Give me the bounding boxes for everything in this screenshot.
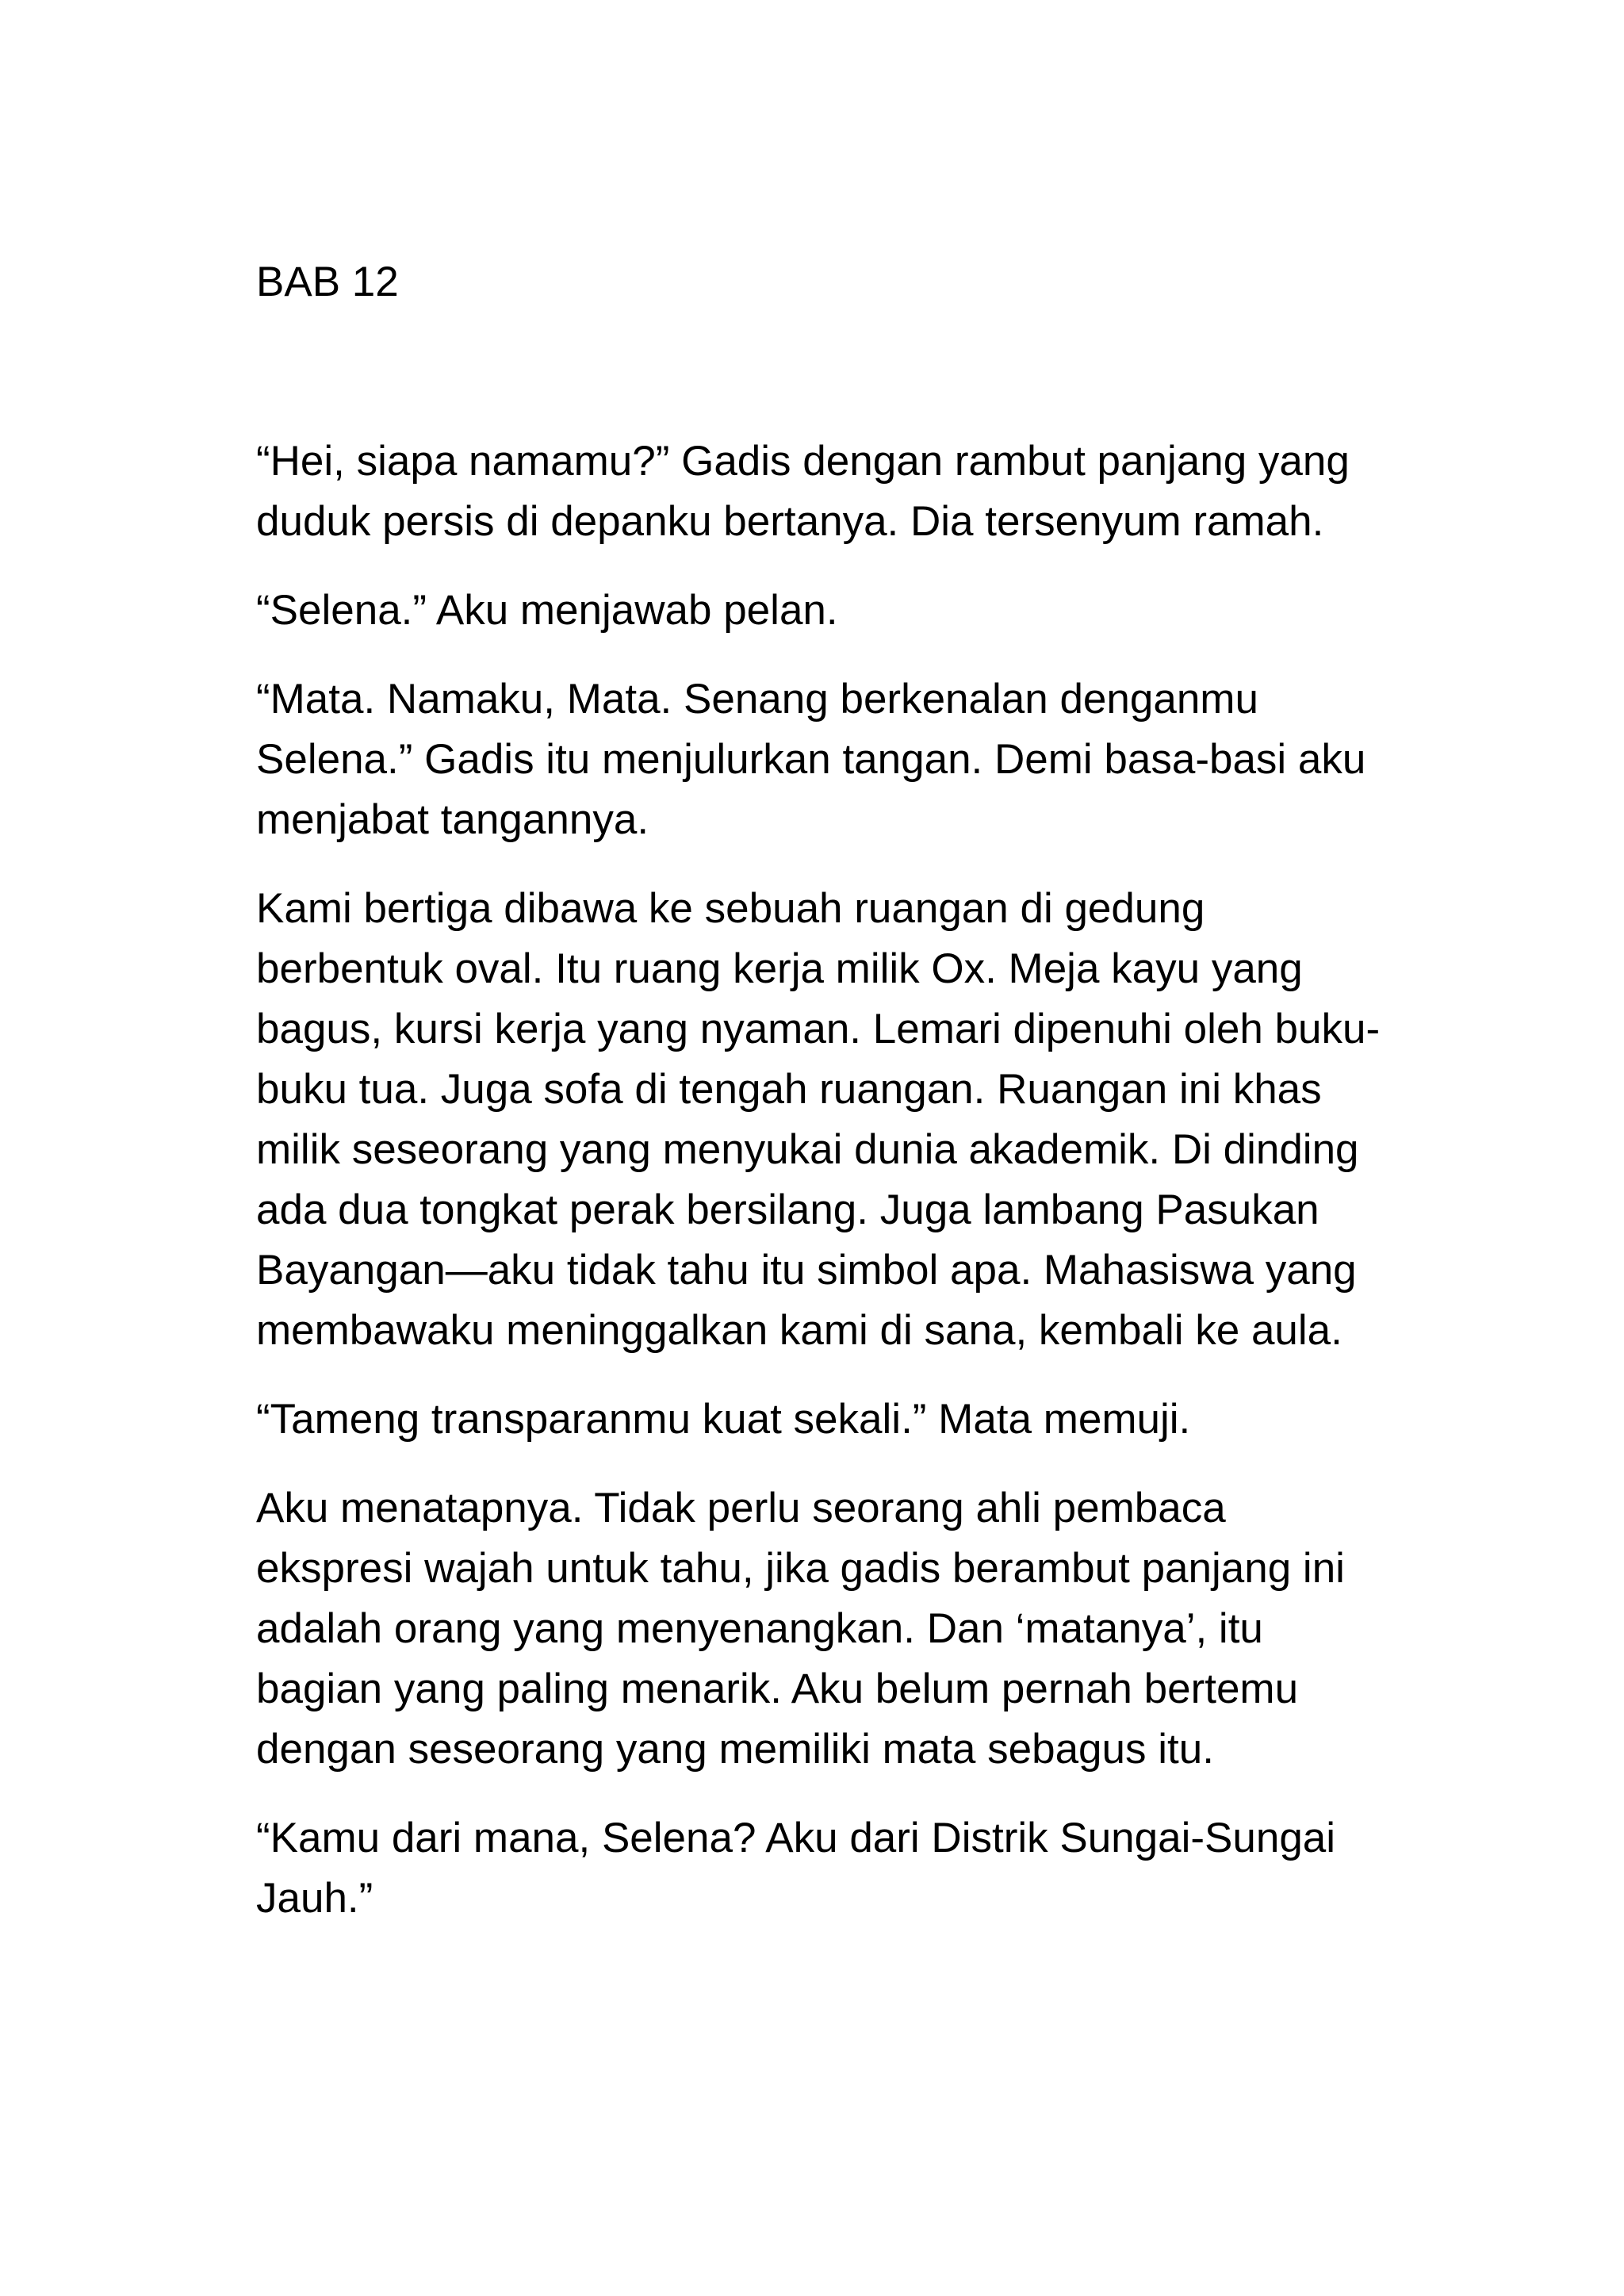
paragraph: Kami bertiga dibawa ke sebuah ruangan di gedung berbentuk oval. Itu ruang kerja milik Ox. Meja kayu yang bagus, kursi kerja yang nyaman. Lemari dipenuhi oleh buku-buku tua. Juga sofa di tengah ruangan. Ruangan ini khas milik seseorang yang menyukai dunia akademik. Di dinding ada dua tongkat perak bersilang. Juga lambang Pasukan Bayangan—aku tidak tahu itu simbol apa. Mahasiswa yang membawaku meninggalkan kami di sana, kembali ke aula.: [256, 885, 1381, 1354]
paragraph: “Selena.” Aku menjawab pelan.: [256, 587, 838, 634]
page-content: [256, 252, 1382, 1957]
paragraph: “Tameng transparanmu kuat sekali.” Mata memuji.: [256, 1396, 1191, 1443]
chapter-title: BAB 12: [256, 259, 399, 305]
paragraph: Aku menatapnya. Tidak perlu seorang ahli pembaca ekspresi wajah untuk tahu, jika gadis berambut panjang ini adalah orang yang menyenangkan. Dan ‘matanya’, itu bagian yang paling menarik. Aku belum pernah bertemu dengan seseorang yang memiliki mata sebagus itu.: [256, 1485, 1345, 1773]
paragraph: “Hei, siapa namamu?” Gadis dengan rambut panjang yang duduk persis di depanku bertanya. Dia tersenyum ramah.: [256, 438, 1350, 545]
paragraph: “Kamu dari mana, Selena? Aku dari Distrik Sungai-Sungai Jauh.”: [256, 1815, 1336, 1922]
paragraph: “Mata. Namaku, Mata. Senang berkenalan denganmu Selena.” Gadis itu menjulurkan tangan. Demi basa-basi aku menjabat tangannya.: [256, 676, 1366, 843]
